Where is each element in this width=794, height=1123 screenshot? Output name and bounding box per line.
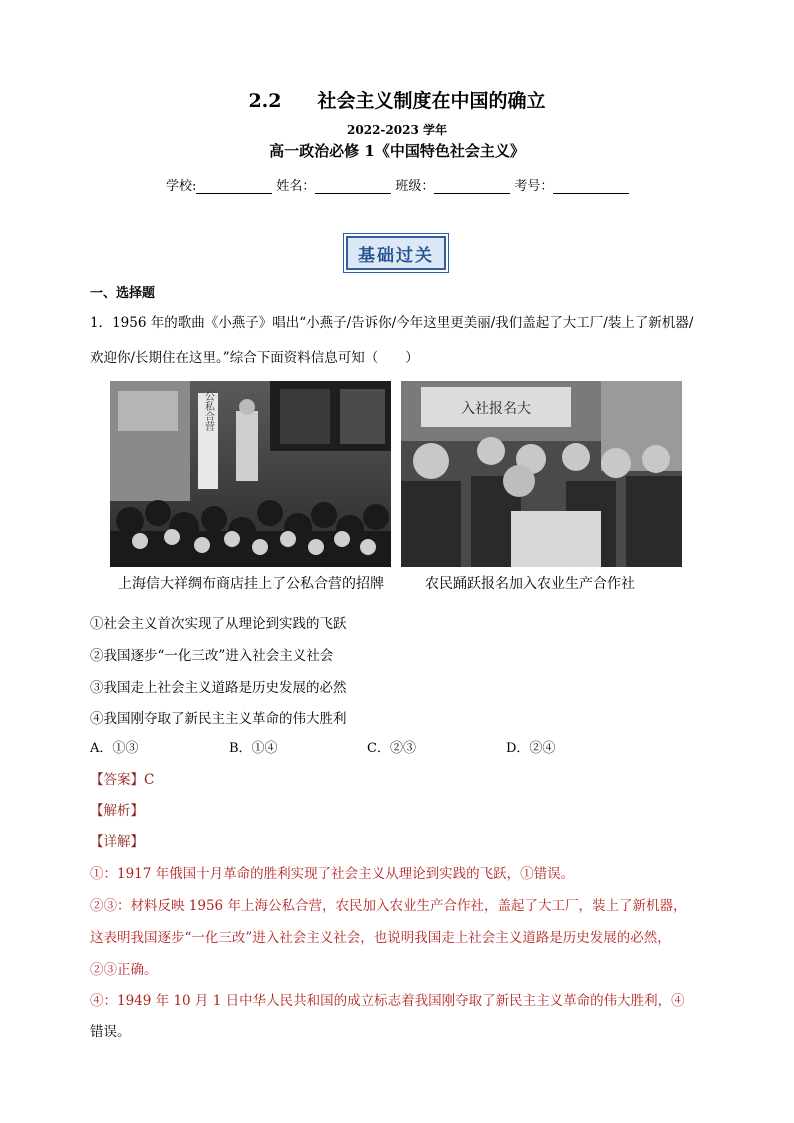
- title-text: 社会主义制度在中国的确立: [317, 90, 546, 112]
- section-heading: 一、选择题: [90, 286, 156, 301]
- option-b[interactable]: B．①④: [229, 741, 278, 756]
- photo-joint-venture-store: [110, 381, 391, 567]
- detail-line-1: ①：1917 年俄国十月革命的胜利实现了社会主义从理论到实践的飞跃，①错误。: [90, 866, 575, 882]
- statement-3: ③我国走上社会主义道路是历史发展的必然: [90, 680, 347, 696]
- student-info-line: [164, 175, 631, 194]
- section-number: 2.2: [248, 90, 282, 112]
- photo-sign-text: 公私合营: [202, 391, 214, 431]
- photo-farmers-cooperative: [401, 381, 682, 567]
- detail-label: 【详解】: [90, 834, 144, 850]
- statement-4: ④我国刚夺取了新民主主义革命的伟大胜利: [90, 711, 347, 727]
- photo-caption-right: 农民踊跃报名加入农业生产合作社: [425, 576, 635, 592]
- exam-number-blank[interactable]: [553, 181, 629, 194]
- detail-line-5: ④：1949 年 10 月 1 日中华人民共和国的成立标志着我国刚夺取了新民主主义革命的伟大胜利，④: [90, 993, 685, 1009]
- detail-line-6: 错误。: [90, 1024, 131, 1040]
- detail-line-2: ②③：材料反映 1956 年上海公私合营，农民加入农业生产合作社，盖起了大工厂，装上了新机器，: [90, 898, 687, 914]
- detail-line-3: 这表明我国逐步“一化三改”进入社会主义社会，也说明我国走上社会主义道路是历史发展的必然，: [90, 930, 671, 946]
- school-year: 2022-2023 学年: [347, 123, 447, 137]
- photo-caption-left: 上海信大祥绸布商店挂上了公私合营的招牌: [118, 576, 384, 592]
- school-blank[interactable]: [196, 181, 272, 194]
- option-d[interactable]: D．②④: [506, 741, 556, 756]
- question-stem-line-1: 1．1956 年的歌曲《小燕子》唱出“小燕子/告诉你/今年这里更美丽/我们盖起了大工厂/装上了新机器/: [90, 315, 694, 331]
- class-blank[interactable]: [434, 181, 510, 194]
- analysis-label: 【解析】: [90, 803, 144, 819]
- answer-label: 【答案】C: [90, 772, 155, 788]
- name-blank[interactable]: [315, 181, 391, 194]
- option-a[interactable]: A．①③: [90, 741, 139, 756]
- statement-1: ①社会主义首次实现了从理论到实践的飞跃: [90, 616, 347, 632]
- option-c[interactable]: C．②③: [367, 741, 416, 756]
- statement-2: ②我国逐步“一化三改”进入社会主义社会: [90, 648, 334, 664]
- school-label: 学校:: [166, 179, 197, 194]
- exam-number-label: 考号：: [514, 179, 554, 194]
- name-label: 姓名：: [276, 179, 316, 194]
- photo-banner-text: 入社报名大: [461, 401, 531, 417]
- question-stem-line-2: 欢迎你/长期住在这里。”综合下面资料信息可知（ ）: [90, 350, 419, 366]
- class-label: 班级：: [395, 179, 435, 194]
- course-name: 高一政治必修 1《中国特色社会主义》: [269, 142, 525, 160]
- basic-level-badge: 基础过关: [346, 236, 446, 270]
- page-title: [0, 86, 794, 113]
- detail-line-4: ②③正确。: [90, 962, 158, 978]
